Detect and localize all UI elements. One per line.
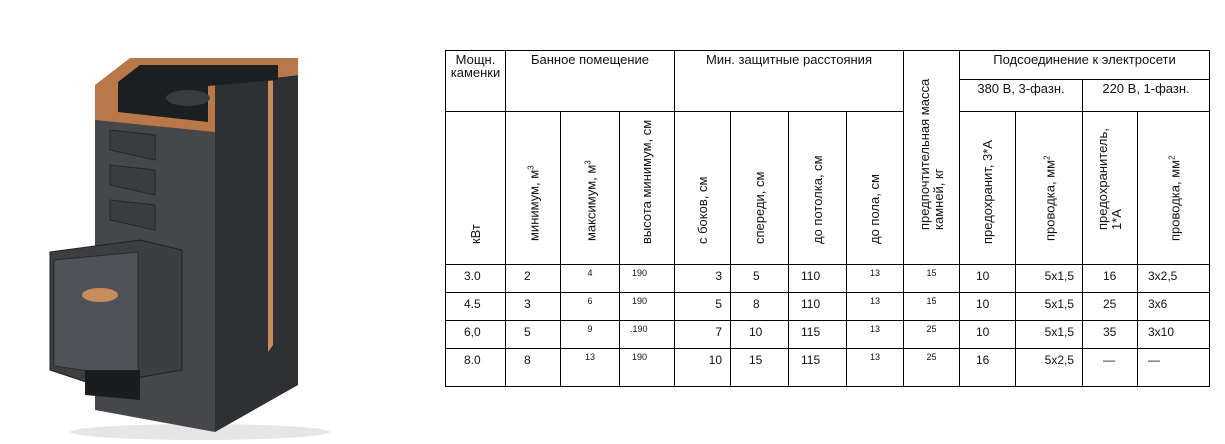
col-floor: до пола, см [847, 112, 904, 265]
col-sides: с боков, см [675, 112, 731, 265]
stove-side [215, 75, 298, 432]
cell-sides: 7 [675, 321, 731, 349]
cell-front: 15 [731, 349, 789, 387]
cell-front: 10 [731, 321, 789, 349]
chimney-hole [166, 90, 210, 106]
header-stones: предпочтительная масса камней, кг [904, 51, 960, 265]
cell-ceiling: 110 [789, 293, 847, 321]
col-ceiling: до потолка, см [789, 112, 847, 265]
cell-stones: 25 [904, 321, 960, 349]
header-distances: Мин. защитные расстояния [675, 51, 904, 112]
cell-min: 8 [506, 349, 561, 387]
cell-kw: 6,0 [446, 321, 506, 349]
cell-fuse1: 16 [1083, 265, 1138, 293]
copper-strip [268, 79, 273, 352]
cell-wire3: 5х1,5 [1016, 321, 1083, 349]
cell-fuse3: 10 [960, 293, 1016, 321]
cell-wire1: 3х10 [1138, 321, 1210, 349]
cell-max: 13 [561, 349, 620, 387]
col-front: спереди, см [731, 112, 789, 265]
cell-fuse1: — [1083, 349, 1138, 387]
cell-height: .190 [620, 321, 675, 349]
cell-min: 3 [506, 293, 561, 321]
header-power: Мощн. каменки [446, 51, 506, 112]
table-row [446, 293, 1210, 321]
cell-min: 5 [506, 321, 561, 349]
col-fuse1: предохранитель, 1*А [1083, 112, 1138, 265]
cell-fuse3: 16 [960, 349, 1016, 387]
cell-max: 6 [561, 293, 620, 321]
table-row [446, 321, 1210, 349]
cell-ceiling: 110 [789, 265, 847, 293]
header-room: Банное помещение [506, 51, 675, 112]
cell-fuse1: 25 [1083, 293, 1138, 321]
cell-ceiling: 115 [789, 321, 847, 349]
cell-sides: 3 [675, 265, 731, 293]
cell-sides: 10 [675, 349, 731, 387]
cell-wire3: 5х1,5 [1016, 293, 1083, 321]
brand-plate [82, 288, 118, 302]
cell-fuse3: 10 [960, 321, 1016, 349]
table-row [446, 349, 1210, 387]
col-wire1: проводка, $мм^2$ [1138, 112, 1210, 265]
cell-floor: 13 [847, 321, 904, 349]
col-max: максимум, $м^3$ [561, 112, 620, 265]
cell-fuse3: 10 [960, 265, 1016, 293]
cell-front: 5 [731, 265, 789, 293]
cell-floor: 13 [847, 349, 904, 387]
cell-max: 9 [561, 321, 620, 349]
cell-fuse1: 35 [1083, 321, 1138, 349]
spec-table [445, 50, 1210, 387]
cell-wire1: — [1138, 349, 1210, 387]
header-380v: 380 В, 3-фазн. [960, 80, 1083, 112]
cell-ceiling: 115 [789, 349, 847, 387]
header-electric: Подсоединение к электросети [960, 51, 1210, 80]
cell-wire1: 3х6 [1138, 293, 1210, 321]
cell-floor: 13 [847, 293, 904, 321]
cell-floor: 13 [847, 265, 904, 293]
col-height: высота минимум, см [620, 112, 675, 265]
sauna-stove-icon [40, 40, 340, 440]
cell-kw: 8.0 [446, 349, 506, 387]
ash-drawer [85, 370, 140, 400]
col-kw: кВт [446, 112, 506, 265]
cell-kw: 3.0 [446, 265, 506, 293]
cell-kw: 4.5 [446, 293, 506, 321]
cell-wire3: 5х1,5 [1016, 265, 1083, 293]
cell-max: 4 [561, 265, 620, 293]
col-wire3: проводка, $мм^2$ [1016, 112, 1083, 265]
cell-wire1: 3х2,5 [1138, 265, 1210, 293]
cell-height: 190 [620, 293, 675, 321]
cell-stones: 15 [904, 293, 960, 321]
cell-min: 2 [506, 265, 561, 293]
cell-stones: 25 [904, 349, 960, 387]
cell-height: 190 [620, 265, 675, 293]
cell-sides: 5 [675, 293, 731, 321]
col-min: минимум, $м^3$ [506, 112, 561, 265]
cell-stones: 15 [904, 265, 960, 293]
fire-door-face [54, 252, 138, 378]
cell-front: 8 [731, 293, 789, 321]
cell-height: 190 [620, 349, 675, 387]
table-row [446, 265, 1210, 293]
cell-wire3: 5х2,5 [1016, 349, 1083, 387]
header-220v: 220 В, 1-фазн. [1083, 80, 1210, 112]
col-fuse3: предохранит, 3*А [960, 112, 1016, 265]
